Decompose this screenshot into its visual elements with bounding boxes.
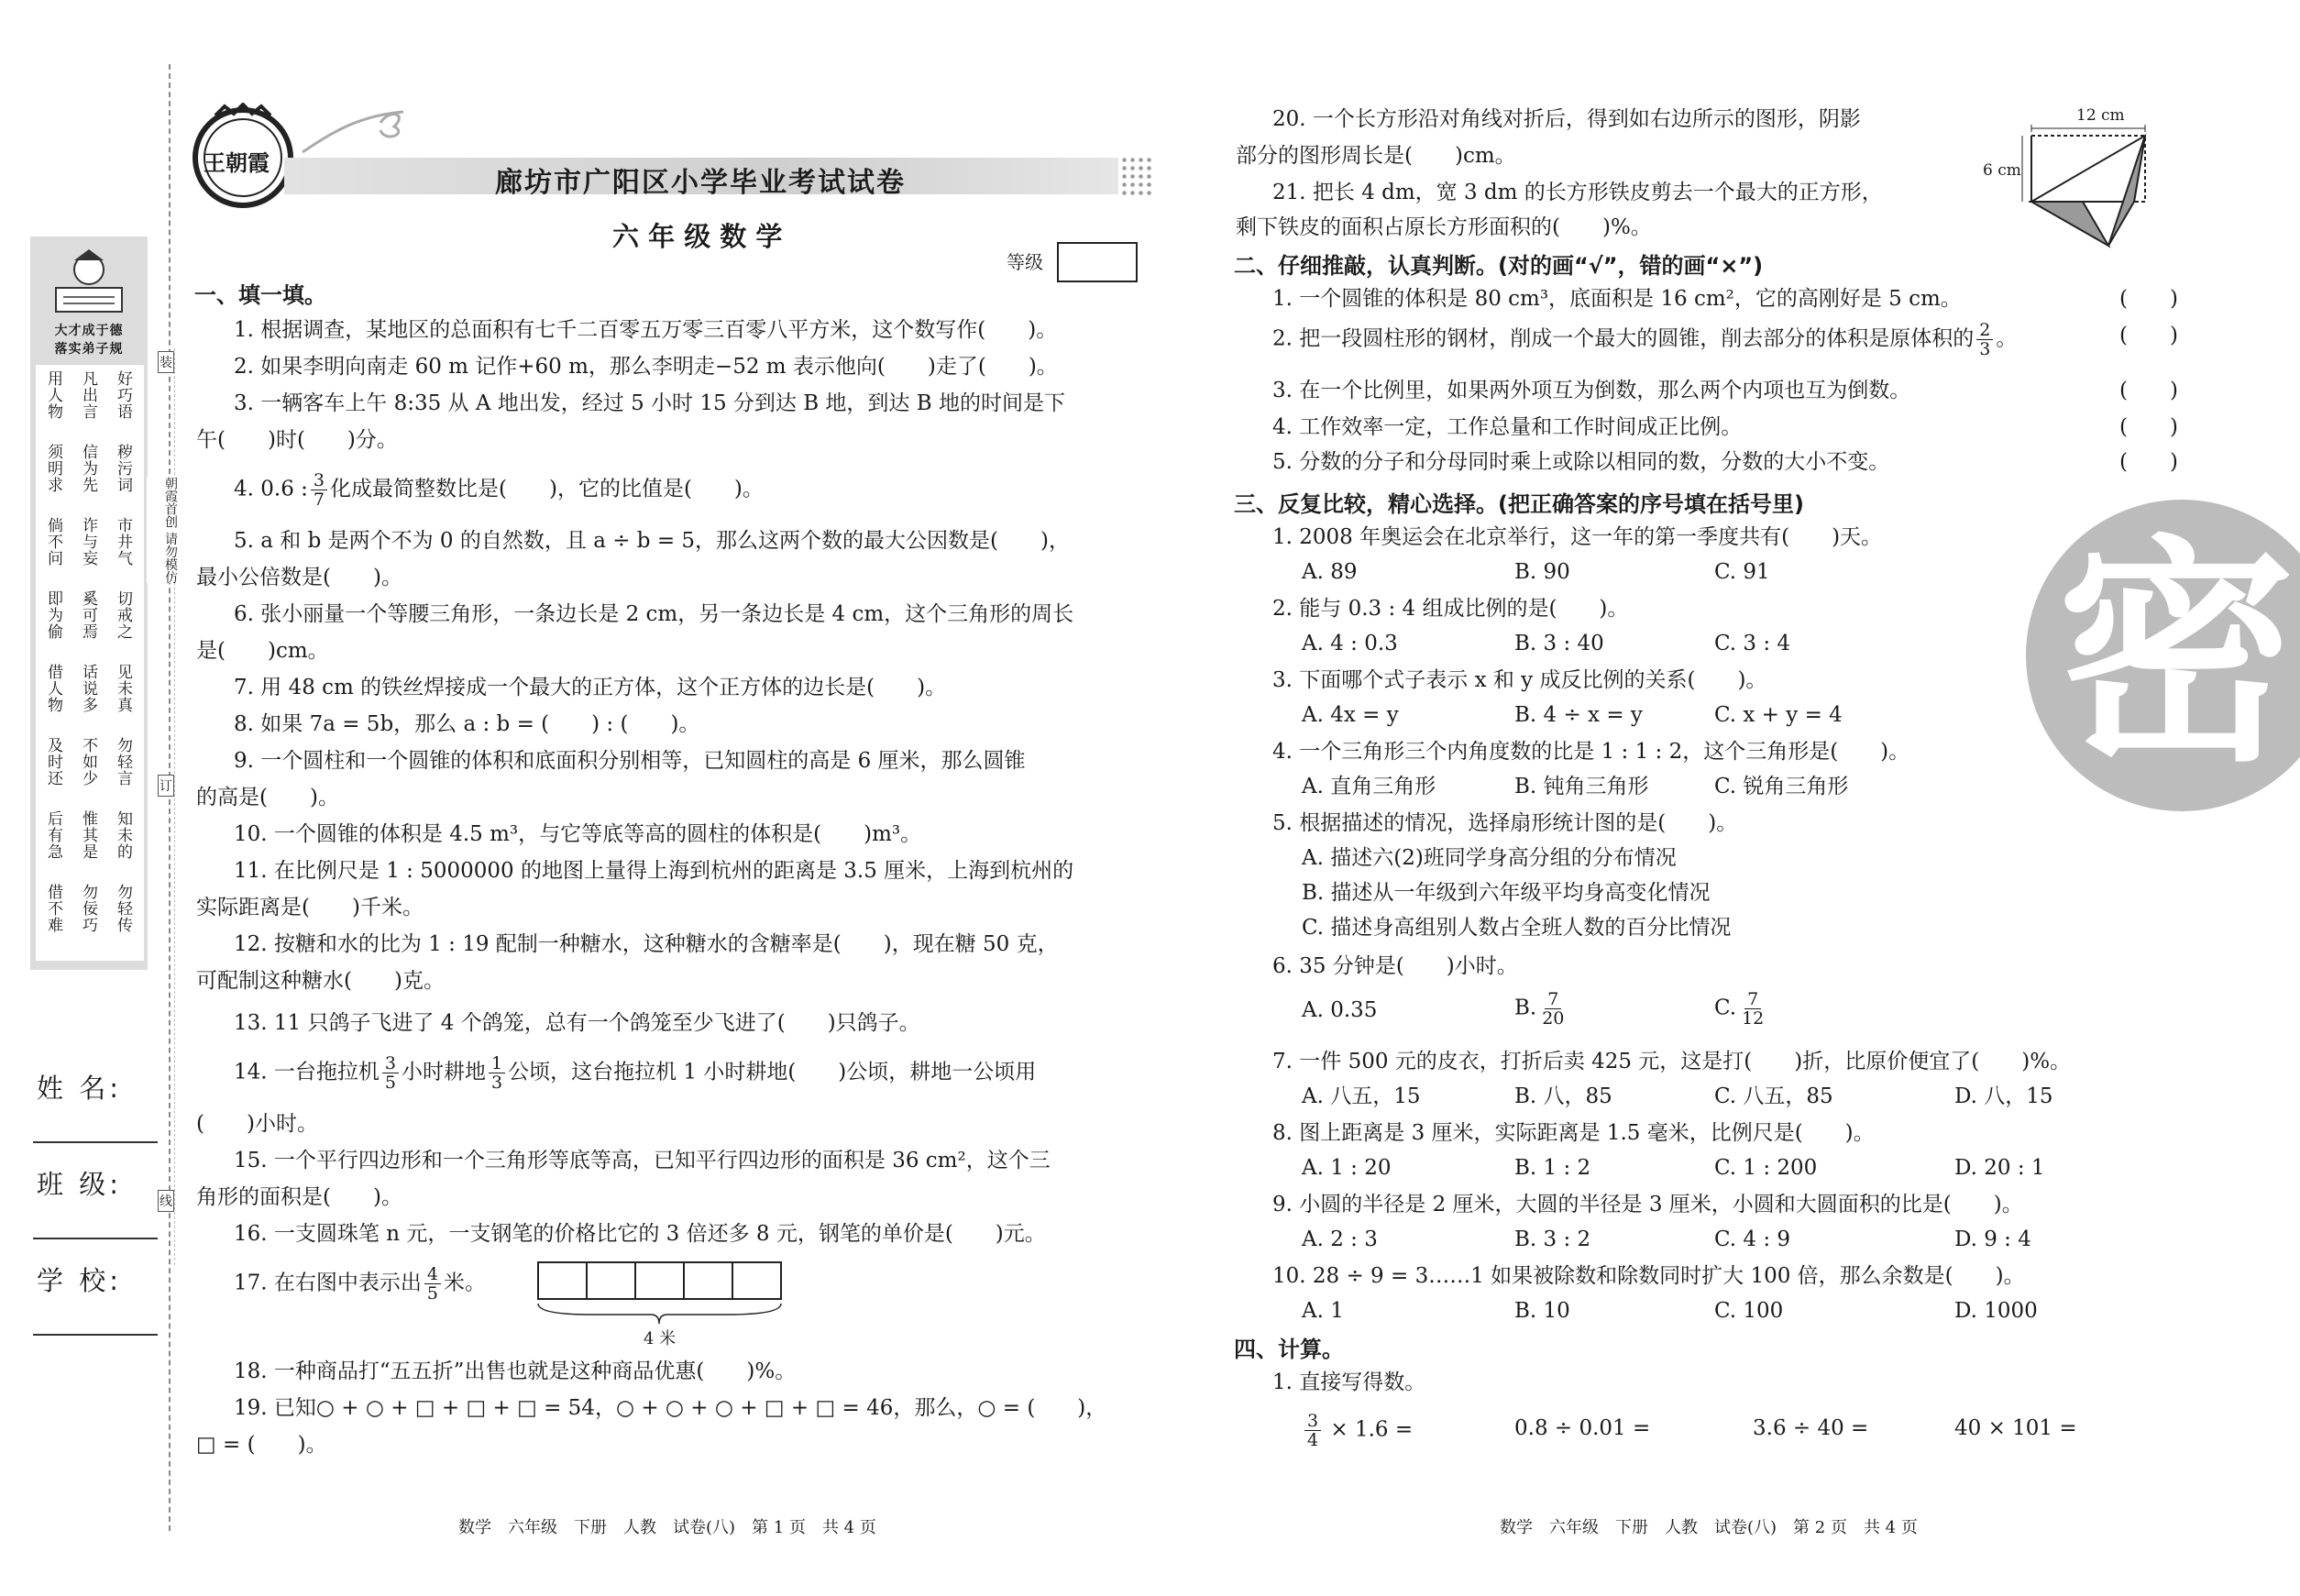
judge-question: 2. 把一段圆柱形的钢材，削成一个最大的圆锥，削去部分的体积是原体积的 $\frac{2}{3}$ 。: [1272, 320, 2018, 359]
grade-box[interactable]: [1057, 242, 1138, 282]
couplet-text: 勿佞巧: [79, 884, 97, 933]
judge-question: [1272, 447, 1889, 477]
choice-5-option-c[interactable]: C. 描述身高组别人数占全班人数的百分比情况: [1302, 916, 1732, 940]
choice-9-option-b[interactable]: B. 3 : 2: [1514, 1227, 1591, 1251]
couplet-text: 即为偷: [44, 590, 62, 640]
slogan: 朝霞首创 请勿模仿: [147, 477, 178, 583]
choice-10-option-c[interactable]: C. 100: [1714, 1299, 1784, 1323]
judge-question: [1272, 376, 1910, 405]
choice-5: 5. 根据描述的情况，选择扇形统计图的是( )。: [1272, 811, 1738, 835]
fraction-3-4: $\frac{3}{4}$: [1304, 1412, 1321, 1449]
choice-6-option-a[interactable]: A. 0.35: [1302, 998, 1378, 1022]
choice-4: 4. 一个三角形三个内角度数的比是 1 : 1 : 2，这个三角形是( )。: [1272, 740, 1910, 764]
figure-height-label: 6 cm: [1983, 161, 2021, 180]
choice-4-option-a[interactable]: A. 直角三角形: [1302, 775, 1436, 798]
choice-8-option-c[interactable]: C. 1 : 200: [1714, 1156, 1818, 1180]
choice-5-option-a[interactable]: A. 描述六(2)班同学身高分组的分布情况: [1302, 846, 1677, 870]
question-11-line-2: 实际距离是( )千米。: [196, 896, 424, 919]
binding-line: [169, 64, 171, 1531]
question-21-line-2: 剩下铁皮的面积占原长方形面积的( )%。: [1236, 215, 1652, 239]
choice-4-option-c[interactable]: C. 锐角三角形: [1714, 775, 1849, 798]
question-6-line-2: 是( )cm。: [196, 639, 329, 663]
question-13: 13. 11 只鸽子飞进了 4 个鸽笼，总有一个鸽笼至少飞进了( )只鸽子。: [234, 1011, 920, 1035]
calc-expr-1: $\frac{3}{4}$ × 1.6 =: [1302, 1412, 1413, 1449]
choice-3-option-c[interactable]: C. x + y = 4: [1714, 703, 1843, 727]
choice-2-option-b[interactable]: B. 3 : 40: [1514, 632, 1604, 655]
question-19-line-1: 19. 已知○ + ○ + □ + □ + □ = 54，○ + ○ + ○ + □ + □ = 46，那么，○ = ( )，: [234, 1396, 1107, 1420]
question-15-line-2: 角形的面积是( )。: [196, 1185, 402, 1209]
calc-expr-2: 0.8 ÷ 0.01 =: [1514, 1416, 1651, 1440]
section-1-heading: 一、填一填。: [194, 282, 326, 308]
scholar-icon: [50, 246, 127, 317]
question-1: 1. 根据调查，某地区的总面积有七千二百零五万零三百零八平方米，这个数写作( )。: [234, 318, 1058, 342]
choice-1-option-c[interactable]: C. 91: [1714, 560, 1770, 584]
folded-rectangle-figure: [2017, 123, 2154, 251]
school-field[interactable]: [33, 1334, 158, 1336]
choice-9-option-d[interactable]: D. 9 : 4: [1954, 1227, 2031, 1251]
question-4-text-a: 4. 0.6 :: [234, 477, 308, 501]
choice-2-option-c[interactable]: C. 3 : 4: [1714, 632, 1791, 655]
couplet-text: 勿轻传: [114, 884, 132, 933]
question-14-line-1: 14. 一台拖拉机 $\frac{3}{5}$ 小时耕地 $\frac{1}{3}$ 公顷，这台拖拉机 1 小时耕地( )公顷，耕地一公顷用: [234, 1053, 1037, 1093]
choice-3-option-a[interactable]: A. 4x = y: [1302, 703, 1399, 727]
question-5-line-1: 5. a 和 b 是两个不为 0 的自然数，且 a ÷ b = 5，那么这两个数的最大公因数是( )，: [234, 529, 1070, 553]
question-9-line-2: 的高是( )。: [196, 786, 339, 809]
judge-text: 1. 一个圆锥的体积是 80 cm³，底面积是 16 cm²，它的高刚好是 5 cm。: [1272, 287, 1962, 311]
couplet-text: 诈与妄: [79, 517, 97, 567]
choice-7-option-c[interactable]: C. 八五，85: [1714, 1084, 1833, 1108]
choice-1: 1. 2008 年奥运会在北京举行，这一年的第一季度共有( )天。: [1272, 525, 1883, 549]
footer-page-2: 数学 六年级 下册 人教 试卷(八) 第 2 页 共 4 页: [1500, 1518, 1918, 1537]
choice-7: 7. 一件 500 元的皮衣，打折后卖 425 元，这是打( )折，比原价便宜了( )%。: [1272, 1050, 2072, 1073]
question-16: 16. 一支圆珠笔 n 元，一支钢笔的价格比它的 3 倍还多 8 元，钢笔的单价是( )元。: [234, 1222, 1046, 1246]
fraction-4-5: $\frac{4}{5}$: [424, 1265, 441, 1303]
fraction-7-20: $\frac{7}{20}$: [1542, 989, 1565, 1029]
judge-question: [1272, 413, 1742, 442]
grade-label: 等级: [1007, 251, 1043, 273]
segment-bar-label: 4 米: [644, 1329, 677, 1348]
question-10: 10. 一个圆锥的体积是 4.5 m³，与它等底等高的圆柱的体积是( )m³。: [234, 822, 922, 846]
section-4-heading: 四、计算。: [1234, 1337, 1344, 1362]
couplet-text: 好巧语: [114, 370, 132, 420]
choice-2: 2. 能与 0.3 : 4 组成比例的是( )。: [1272, 597, 1629, 621]
question-9-line-1: 9. 一个圆柱和一个圆锥的体积和底面积分别相等，已知圆柱的高是 6 厘米，那么圆锥: [234, 749, 1026, 773]
choice-9-option-c[interactable]: C. 4 : 9: [1714, 1227, 1791, 1251]
question-18: 18. 一种商品打“五五折”出售也就是这种商品优惠( )%。: [234, 1359, 797, 1383]
couplet-text: 市井气: [114, 517, 132, 567]
judge-text: 2. 把一段圆柱形的钢材，削成一个最大的圆锥，削去部分的体积是原体积的: [1272, 326, 1975, 351]
choice-5-option-b[interactable]: B. 描述从一年级到六年级平均身高变化情况: [1302, 881, 1711, 905]
couplet-text: 惟其是: [79, 810, 97, 860]
footer-page-1: 数学 六年级 下册 人教 试卷(八) 第 1 页 共 4 页: [458, 1518, 876, 1537]
couplet-text: 凡出言: [79, 370, 97, 420]
question-19-line-2: □ = ( )。: [196, 1433, 327, 1457]
calc-expr-4: 40 × 101 =: [1954, 1416, 2077, 1440]
question-20-line-1: 20. 一个长方形沿对角线对折后，得到如右边所示的图形，阴影: [1272, 107, 1861, 131]
couplet-text: 倘不问: [44, 517, 62, 567]
name-label: 姓 名:: [37, 1073, 122, 1104]
choice-7-option-d[interactable]: D. 八，15: [1954, 1084, 2053, 1108]
fraction-3-7: $\frac{3}{7}$: [311, 471, 327, 509]
question-20-line-2: 部分的图形周长是( )cm。: [1236, 144, 1516, 168]
judge-answer-blank[interactable]: ( ): [2119, 415, 2178, 439]
fraction-3-5: $\frac{3}{5}$: [382, 1054, 399, 1092]
choice-7-option-a[interactable]: A. 八五，15: [1302, 1084, 1421, 1108]
section-2-heading: 二、仔细推敲，认真判断。(对的画“√”，错的画“×”): [1234, 253, 1764, 279]
section-3-heading: 三、反复比较，精心选择。(把正确答案的序号填在括号里): [1234, 491, 1804, 517]
couplet-text: 借人物: [44, 664, 62, 713]
question-4-text-b: 化成最简整数比是( )，它的比值是( )。: [330, 477, 764, 501]
question-3-line-2: 午( )时( )分。: [196, 428, 398, 452]
couplet-text: 须明求: [44, 444, 62, 493]
class-field[interactable]: [33, 1238, 158, 1239]
choice-10: 10. 28 ÷ 9 = 3……1 如果被除数和除数同时扩大 100 倍，那么余数是( )。: [1272, 1264, 2025, 1288]
choice-10-option-a[interactable]: A. 1: [1302, 1299, 1344, 1323]
couplet-text: 奚可焉: [79, 590, 97, 640]
seal-char-1: 装: [158, 351, 174, 373]
couplet-text: 勿轻言: [114, 737, 132, 787]
choice-8-option-d[interactable]: D. 20 : 1: [1954, 1156, 2045, 1180]
class-label: 班 级:: [37, 1169, 122, 1200]
sidebar-panel: [30, 237, 148, 970]
fraction-7-12: $\frac{7}{12}$: [1742, 989, 1765, 1029]
watermark-char: 密: [2057, 517, 2295, 794]
confidential-watermark: [2026, 500, 2300, 811]
choice-6-option-c[interactable]: C. $\frac{7}{12}$: [1714, 990, 1769, 1028]
choice-8-option-a[interactable]: A. 1 : 20: [1302, 1156, 1392, 1180]
calc-instruction: 1. 直接写得数。: [1272, 1370, 1426, 1394]
question-15-line-1: 15. 一个平行四边形和一个三角形等底等高，已知平行四边形的面积是 36 cm²，这个三: [234, 1149, 1051, 1172]
question-17: 17. 在右图中表示出 $\frac{4}{5}$ 米。: [234, 1264, 486, 1304]
couplet-text: 不如少: [79, 737, 97, 787]
question-2: 2. 如果李明向南走 60 m 记作+60 m，那么李明走−52 m 表示他向( )走了( )。: [234, 355, 1058, 379]
question-6-line-1: 6. 张小丽量一个等腰三角形，一条边长是 2 cm，另一条边长是 4 cm，这个三角形的周长: [234, 602, 1074, 626]
choice-6-option-b[interactable]: B. $\frac{7}{20}$: [1514, 990, 1569, 1028]
couplet-text: 后有急: [44, 810, 62, 860]
judge-answer-blank[interactable]: ( ): [2119, 379, 2178, 402]
name-field[interactable]: [33, 1141, 158, 1143]
ribbon-decoration: [293, 106, 413, 161]
question-12-line-1: 12. 按糖和水的比为 1 : 19 配制一种糖水，这种糖水的含糖率是( )，现在糖 50 克，: [234, 932, 1059, 956]
couplet-text: 见未真: [114, 664, 132, 713]
couplet-text: 借不难: [44, 884, 62, 933]
judge-question: [1272, 284, 1962, 314]
choice-7-option-b[interactable]: B. 八，85: [1514, 1084, 1612, 1108]
couplet-text: 知未的: [114, 810, 132, 860]
choice-10-option-d[interactable]: D. 1000: [1954, 1299, 2038, 1323]
calc-expr-3: 3.6 ÷ 40 =: [1753, 1416, 1869, 1440]
title-bar-dots: [1120, 156, 1153, 196]
judge-answer-blank[interactable]: ( ): [2119, 450, 2178, 474]
fraction-1-3: $\frac{1}{3}$: [489, 1054, 505, 1092]
subject-title: 六 年 级 数 学: [612, 221, 783, 252]
logo-text: 王朝霞: [204, 149, 270, 176]
couplet-text: 话说多: [79, 664, 97, 713]
fraction-2-3: $\frac{2}{3}$: [1976, 321, 1993, 358]
question-12-line-2: 可配制这种糖水( )克。: [196, 969, 445, 993]
question-14-line-2: ( )小时。: [196, 1112, 318, 1136]
seal-char-3: 线: [158, 1190, 174, 1212]
choice-10-option-b[interactable]: B. 10: [1514, 1299, 1570, 1323]
choice-1-option-a[interactable]: A. 89: [1302, 560, 1358, 584]
judge-answer-blank[interactable]: ( ): [2119, 287, 2178, 311]
question-21-line-1: 21. 把长 4 dm，宽 3 dm 的长方形铁皮剪去一个最大的正方形，: [1272, 181, 1883, 204]
couplet-text: 用人物: [44, 370, 62, 420]
choice-2-option-a[interactable]: A. 4 : 0.3: [1302, 632, 1398, 655]
question-4: [234, 471, 764, 509]
question-8: 8. 如果 7a = 5b，那么 a : b = ( ) : ( )。: [234, 712, 700, 736]
judge-answer-blank[interactable]: ( ): [2119, 324, 2178, 347]
school-label: 学 校:: [37, 1265, 122, 1296]
couplet-text: 秽污词: [114, 444, 132, 493]
question-5-line-2: 最小公倍数是( )。: [196, 566, 402, 589]
judge-text: 3. 在一个比例里，如果两外项互为倒数，那么两个内项也互为倒数。: [1272, 379, 1911, 402]
choice-6: 6. 35 分钟是( )小时。: [1272, 954, 1518, 978]
banner-bottom: 落实弟子规: [54, 342, 124, 357]
judge-text: 5. 分数的分子和分母同时乘上或除以相同的数，分数的大小不变。: [1272, 450, 1890, 474]
choice-9-option-a[interactable]: A. 2 : 3: [1302, 1227, 1378, 1251]
choice-8-option-b[interactable]: B. 1 : 2: [1514, 1156, 1591, 1180]
exam-title: 廊坊市广阳区小学毕业考试试卷: [495, 167, 906, 199]
choice-4-option-b[interactable]: B. 钝角三角形: [1514, 775, 1649, 798]
seal-char-2: 订: [158, 775, 174, 797]
couplet-grid: [36, 365, 144, 961]
choice-3: 3. 下面哪个式子表示 x 和 y 成反比例的关系( )。: [1272, 668, 1767, 692]
choice-8: 8. 图上距离是 3 厘米，实际距离是 1.5 毫米，比例尺是( )。: [1272, 1121, 1875, 1145]
judge-text: 4. 工作效率一定，工作总量和工作时间成正比例。: [1272, 415, 1743, 439]
choice-9: 9. 小圆的半径是 2 厘米，大圆的半径是 3 厘米，小圆和大圆面积的比是( )。: [1272, 1193, 2023, 1216]
banner-top: 大才成于德: [54, 324, 124, 338]
question-3-line-1: 3. 一辆客车上午 8:35 从 A 地出发，经过 5 小时 15 分到达 B 地，到达 B 地的时间是下: [234, 391, 1065, 415]
couplet-text: 及时还: [44, 737, 62, 787]
question-7: 7. 用 48 cm 的铁丝焊接成一个最大的正方体，这个正方体的边长是( )。: [234, 676, 947, 699]
choice-3-option-b[interactable]: B. 4 ÷ x = y: [1514, 703, 1643, 727]
couplet-text: 信为先: [79, 444, 97, 493]
couplet-text: 切戒之: [114, 590, 132, 640]
question-11-line-1: 11. 在比例尺是 1 : 5000000 的地图上量得上海到杭州的距离是 3.5 厘米，上海到杭州的: [234, 859, 1074, 883]
figure-width-label: 12 cm: [2076, 106, 2125, 125]
choice-1-option-b[interactable]: B. 90: [1514, 560, 1570, 584]
